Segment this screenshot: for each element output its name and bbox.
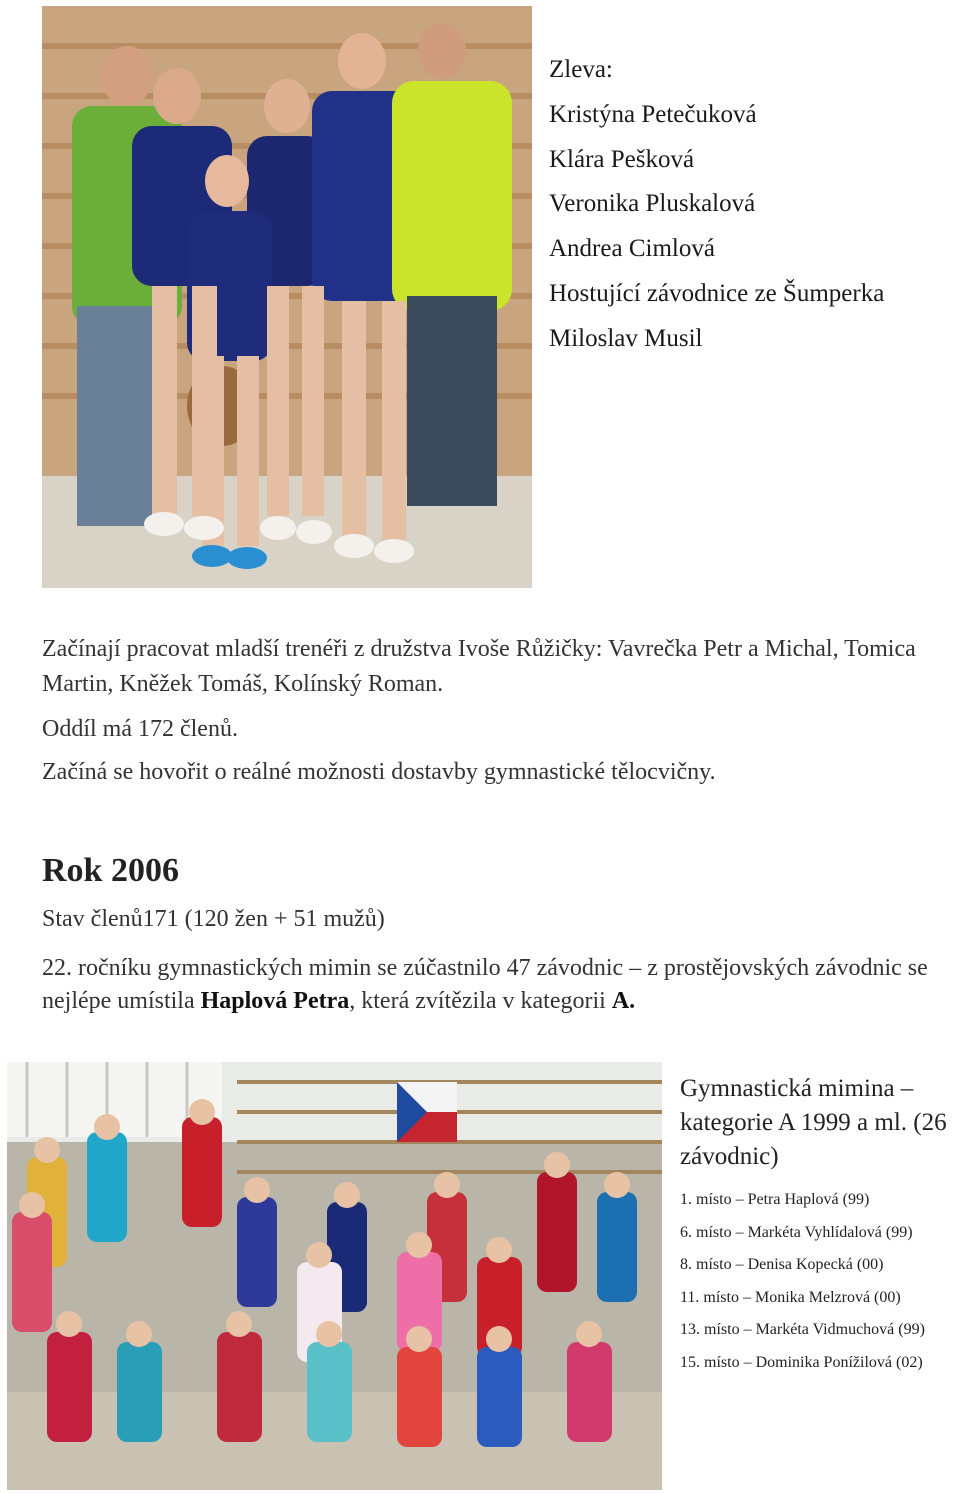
results-list: [680, 1184, 960, 1379]
caption-line: Miloslav Musil: [549, 324, 703, 352]
children-photo: [7, 1062, 662, 1490]
winner-name: Haplová Petra: [200, 988, 350, 1014]
photo-caption: [549, 48, 884, 362]
results-title: Gymnastická mimina – kategorie A 1999 a ml. (26 závodnic): [680, 1075, 947, 1170]
members-paragraph: Oddíl má 172 členů.: [42, 716, 238, 742]
result-item: 1. místo – Petra Haplová (99): [680, 1191, 870, 1208]
result-item: 6. místo – Markéta Vyhlídalová (99): [680, 1223, 913, 1241]
results-block: [680, 1072, 960, 1379]
category-label: A.: [611, 988, 636, 1014]
mimin-text: 22. ročníku gymnastických mimin se zúčastnilo 47 závodnic – z prostějovských závodnic se nejlépe umístila: [42, 955, 928, 1014]
caption-line: Klára Pešková: [549, 145, 695, 173]
caption-line: Zleva:: [549, 56, 613, 83]
coaches-paragraph: Začínají pracovat mladší trenéři z družstva Ivoše Růžičky: Vavrečka Petr a Michal, Tomica Martin, Kněžek Tomáš, Kolínský Roman.: [42, 636, 916, 697]
result-item: 13. místo – Markéta Vidmuchová (99): [680, 1321, 925, 1338]
caption-line: Andrea Cimlová: [549, 235, 715, 263]
year-heading: Rok 2006: [42, 852, 179, 889]
gym-paragraph: Začíná se hovořit o reálné možnosti dostavby gymnastické tělocvičny.: [42, 759, 716, 785]
caption-line: Hostující závodnice ze Šumperka: [549, 279, 885, 307]
result-item: 11. místo – Monika Melzrová (00): [680, 1288, 901, 1306]
mimin-paragraph: [42, 952, 957, 1018]
result-item: 15. místo – Dominika Ponížilová (02): [680, 1353, 923, 1371]
result-item: 8. místo – Denisa Kopecká (00): [680, 1256, 884, 1273]
members-count: Stav členů171 (120 žen + 51 mužů): [42, 906, 385, 932]
caption-line: Kristýna Petečuková: [549, 100, 757, 128]
caption-line: Veronika Pluskalová: [549, 190, 756, 218]
team-photo: [42, 6, 532, 588]
mimin-text-end: , která zvítězila v kategorii: [349, 988, 612, 1014]
